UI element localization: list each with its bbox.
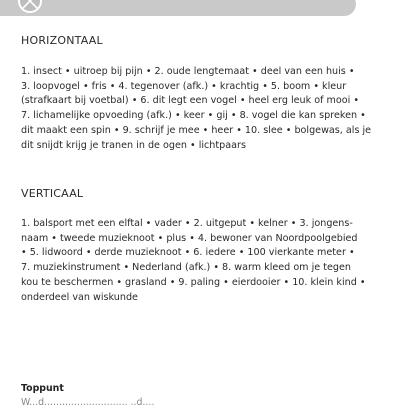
- clue-line: 1. balsport met een elftal • vader • 2. uitgeput • kelner • 3. jongens-: [21, 218, 353, 229]
- clue-line: dit snijdt krijg je tranen in de ogen • lichtpaars: [21, 139, 246, 151]
- clue-line: 3. loopvogel • fris • 4. tegenover (afk.) • krachtig • 5. boom • kleur: [21, 80, 347, 92]
- horizontaal-clues: [21, 65, 372, 153]
- clue-line: • 5. lidwoord • derde muzieknoot • 6. iedere • 100 vierkante meter •: [21, 247, 355, 259]
- clue-line: naam • tweede muzieknoot • plus • 4. bewoner van Noordpoolgebied: [21, 232, 358, 244]
- footer-cut-text: W...d............................ ..d....: [21, 397, 155, 408]
- clue-line: 1. insect • uitroep bij pijn • 2. oude lengtemaat • deel van een huis •: [21, 66, 355, 77]
- horizontaal-heading: HORIZONTAAL: [21, 34, 103, 47]
- verticaal-clues: [21, 217, 366, 305]
- clue-line: kou te beschermen • grasland • 9. paling • eierdooier • 10. klein kind •: [21, 276, 366, 288]
- clue-line: onderdeel van wiskunde: [21, 291, 138, 303]
- clue-line: 7. muziekinstrument • Nederland (afk.) • 8. warm kleed om je tegen: [21, 262, 351, 274]
- clue-line: dit maakt een spin • 9. schrijf je mee • heer • 10. slee • bolgewas, als je: [21, 124, 372, 136]
- verticaal-heading: VERTICAAL: [21, 187, 84, 200]
- clue-line: (strafkaart bij voetbal) • 6. dit legt een vogel • heel erg leuk of mooi •: [21, 95, 359, 107]
- header-bar: [0, 0, 356, 16]
- footer-title: Toppunt: [21, 383, 64, 394]
- clue-line: 7. lichamelijke opvoeding (afk.) • keer • gij • 8. vogel die kan spreken •: [21, 110, 366, 122]
